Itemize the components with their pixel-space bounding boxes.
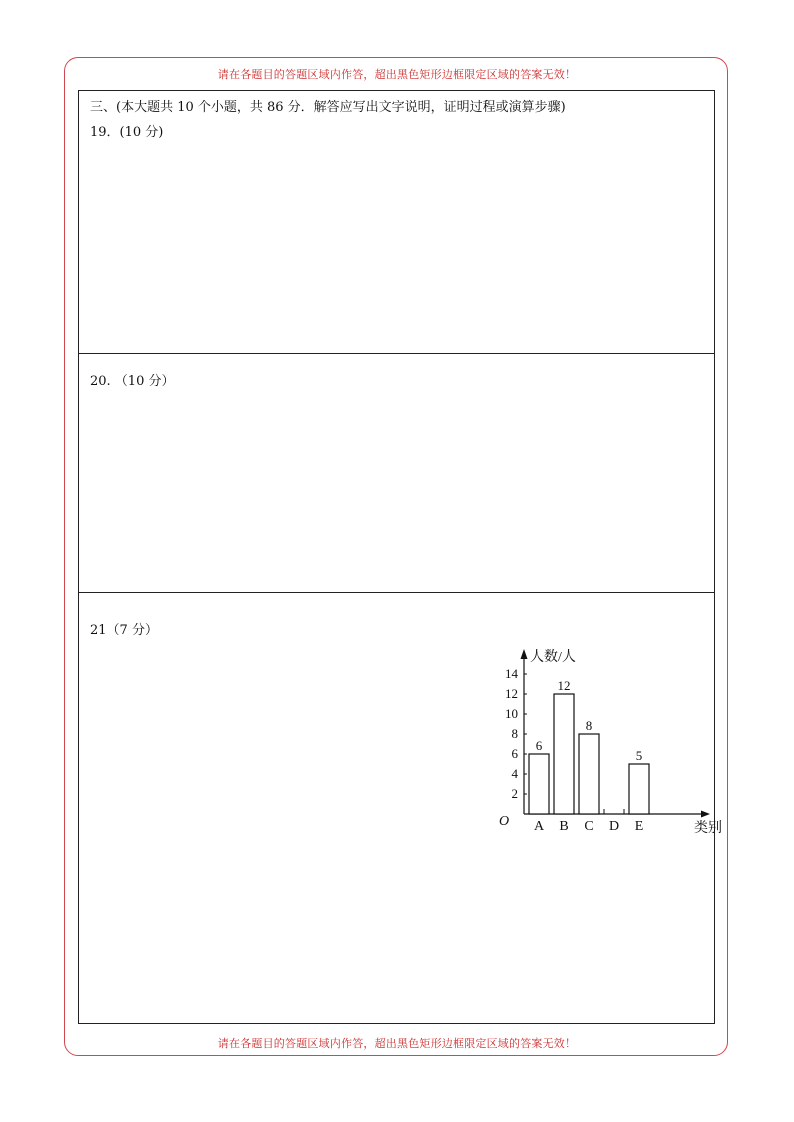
x-tick-label-E: E: [634, 819, 644, 834]
y-tick-label: 12: [505, 686, 518, 701]
data-label-E: 5: [635, 748, 643, 763]
y-tick-label: 14: [505, 666, 518, 681]
y-axis-arrow: [521, 649, 528, 659]
answer-area-divider-1: [79, 353, 714, 354]
bar-B: [554, 694, 574, 814]
notice-bottom: 请在各题目的答题区域内作答，超出黑色矩形边框限定区域的答案无效！: [217, 1037, 577, 1050]
x-tick-label-B: B: [559, 819, 569, 834]
x-axis-arrow: [701, 811, 710, 818]
bar-A: [529, 754, 549, 814]
y-axis-label: 人数/人: [530, 650, 576, 665]
y-tick-label: 2: [511, 786, 518, 801]
x-axis-label: 类别: [694, 821, 722, 836]
question-20-label: 20. （10 分）: [90, 374, 175, 389]
chart-bars: [529, 694, 649, 814]
x-tick-label-C: C: [584, 819, 594, 834]
bar-C: [579, 734, 599, 814]
data-label-B: 12: [557, 678, 571, 693]
notice-top: 请在各题目的答题区域内作答，超出黑色矩形边框限定区域的答案无效！: [217, 68, 577, 81]
data-label-A: 6: [535, 738, 543, 753]
data-label-C: 8: [585, 718, 593, 733]
section-heading: 三、(本大题共 10 个小题，共 86 分．解答应写出文字说明，证明过程或演算步骤): [90, 100, 566, 115]
origin-label: O: [498, 814, 510, 829]
y-tick-label: 6: [511, 746, 518, 761]
answer-box: [78, 90, 722, 1024]
question-21-label: 21（7 分）: [90, 623, 158, 638]
y-tick-label: 10: [505, 706, 518, 721]
x-tick-label-D: D: [608, 819, 620, 834]
y-tick-label: 8: [511, 726, 518, 741]
bar-E: [629, 764, 649, 814]
question-19-label: 19．(10 分): [90, 125, 164, 140]
y-tick-label: 4: [511, 766, 518, 781]
bar-chart: [497, 646, 787, 846]
x-tick-label-A: A: [533, 819, 545, 834]
answer-area-divider-2: [79, 592, 714, 593]
